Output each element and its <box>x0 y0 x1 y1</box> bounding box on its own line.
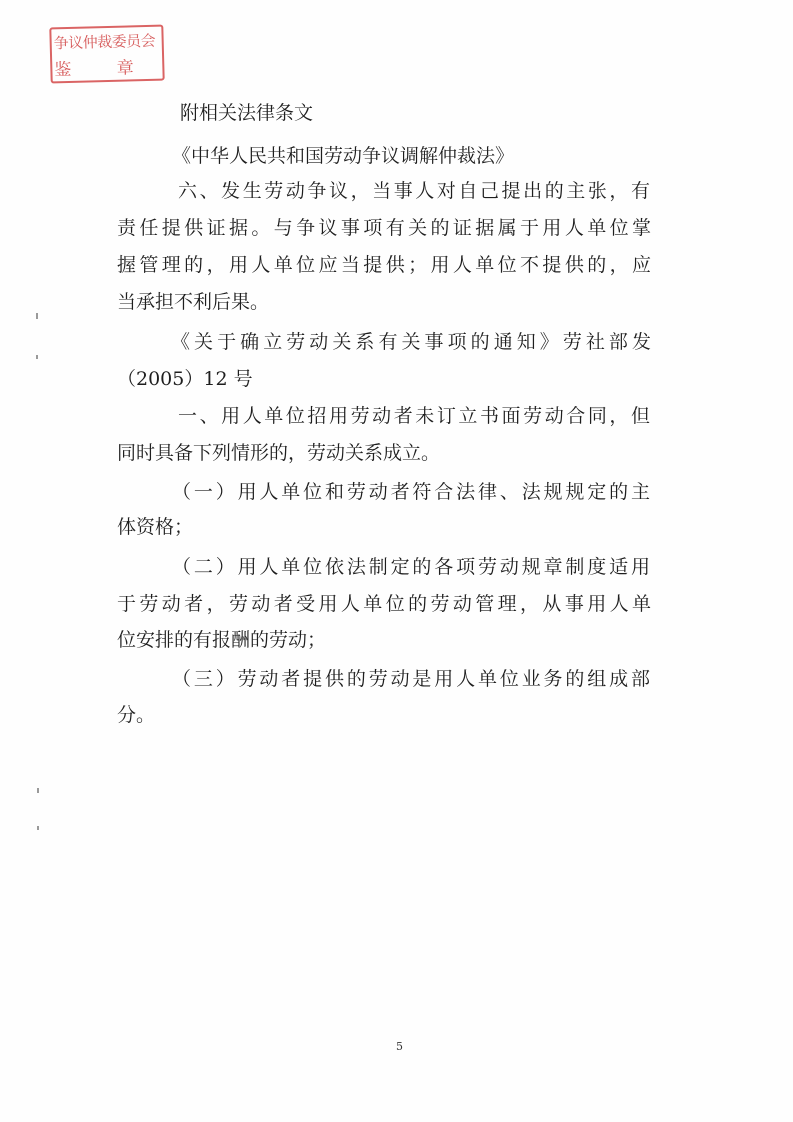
stamp-text-line2: 鉴 章 <box>54 57 155 81</box>
scan-artifact <box>37 788 39 793</box>
law1-para-line: 责任提供证据。与争议事项有关的证据属于用人单位掌 <box>117 217 651 239</box>
stamp-text-line1: 争议仲裁委员会 <box>53 31 156 53</box>
law2-item1-line: 体资格； <box>117 516 194 538</box>
scan-artifact <box>37 826 39 830</box>
law2-item2-line: （二）用人单位依法制定的各项劳动规章制度适用 <box>172 556 650 578</box>
scan-artifact <box>36 355 38 359</box>
law1-para-line: 握管理的，用人单位应当提供；用人单位不提供的，应 <box>117 254 651 276</box>
red-seal-stamp <box>49 25 164 84</box>
law2-title-doc-number: （2005）12 号 <box>117 368 253 390</box>
law1-para-line: 六、发生劳动争议，当事人对自己提出的主张，有 <box>178 180 650 202</box>
law2-para1-line: 一、用人单位招用劳动者未订立书面劳动合同，但 <box>178 405 650 427</box>
law2-para1-line: 同时具备下列情形的，劳动关系成立。 <box>117 442 441 464</box>
law2-item1-line: （一）用人单位和劳动者符合法律、法规规定的主 <box>172 481 650 503</box>
law2-item3-line: 分。 <box>117 704 156 726</box>
law2-item2-line: 位安排的有报酬的劳动； <box>117 629 327 651</box>
law2-item2-line: 于劳动者，劳动者受用人单位的劳动管理，从事用人单 <box>117 593 651 615</box>
scan-artifact <box>36 313 38 319</box>
law2-title: 《关于确立劳动关系有关事项的通知》劳社部发 <box>171 331 651 353</box>
law2-item3-line: （三）劳动者提供的劳动是用人单位业务的组成部 <box>172 668 650 690</box>
law1-title: 《中华人民共和国劳动争议调解仲裁法》 <box>172 145 515 167</box>
attachment-heading: 附相关法律条文 <box>180 102 314 124</box>
page-number: 5 <box>396 1040 403 1053</box>
law1-para-line: 当承担不利后果。 <box>117 291 270 313</box>
